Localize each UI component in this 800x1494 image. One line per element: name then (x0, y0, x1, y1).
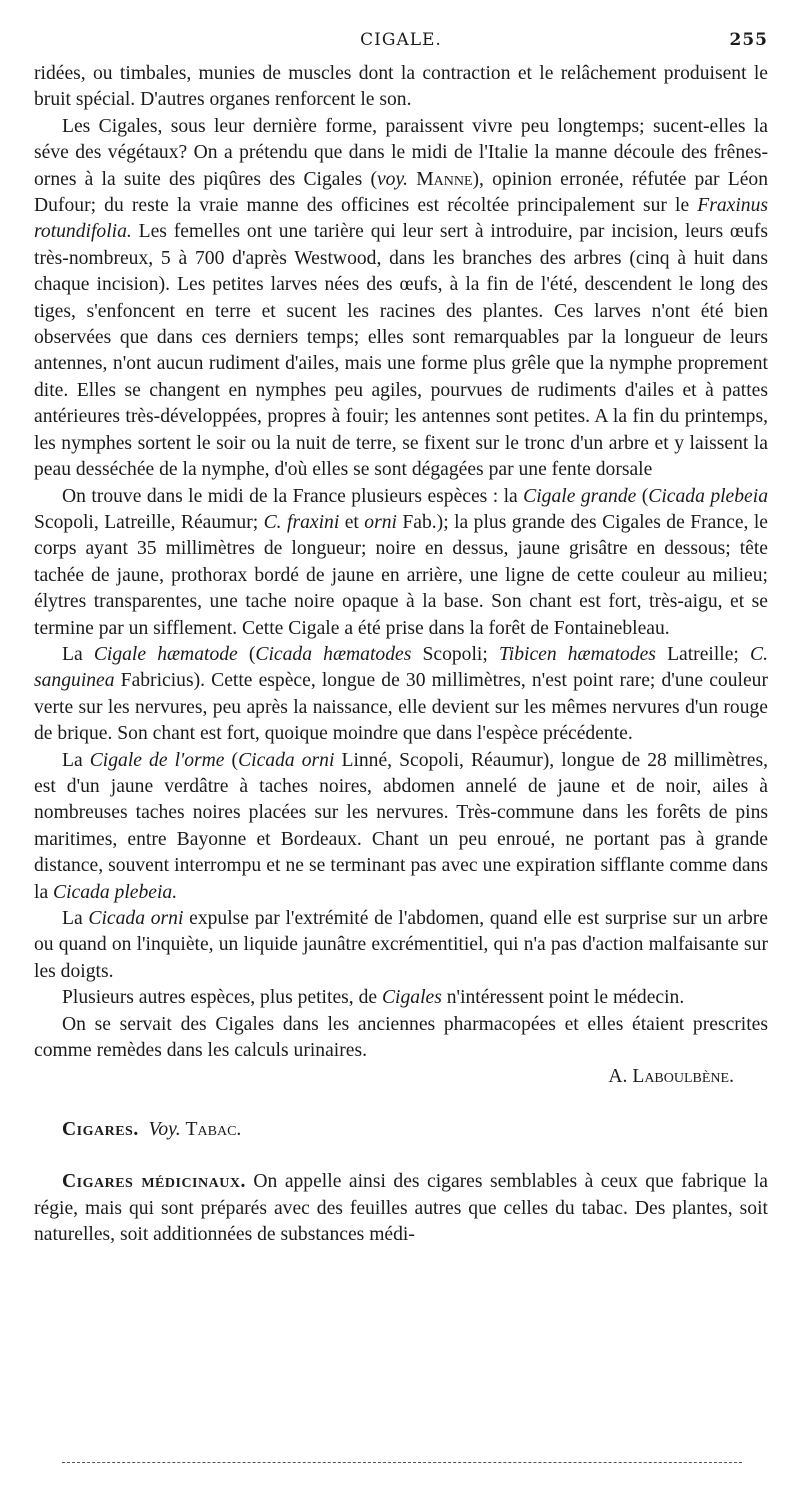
p7-text-a: Plusieurs autres espèces, plus petites, de (62, 987, 382, 1009)
p2-manne-ref: Manne (416, 168, 473, 190)
p5-text-c: Linné, Scopoli, Réaumur), longue de 28 millimètres, est d'un jaune verdâtre à taches noires, abdomen annelé de jaune et de noir, ailes à nombreuses taches noires placées sur les nervures. Très-commune dans les forêts de pins maritimes, entre Bayonne et Bordeaux. Chant un peu enroué, ne portant pas à grande distance, souvent interrompu et ne se terminant pas avec une expiration sifflante comme dans la (34, 749, 768, 903)
p8-text: On se servait des Cigales dans les anciennes pharmacopées et elles étaient prescrites comme remèdes dans les calculs urinaires. (34, 1013, 768, 1062)
signature-row (34, 1064, 768, 1090)
author-signature: A. Laboulbène. (608, 1066, 734, 1088)
p4-text-d: Latreille; (655, 643, 751, 665)
p6-text-a: La (62, 908, 89, 929)
paragraph-1 (34, 61, 768, 114)
p3-fraxini: C. fraxini (263, 511, 340, 533)
p3-text-e: Fab.); la plus grande des Cigales de France, le corps ayant 35 millimètres de longueur; noire en dessus, jaune grisâtre en dessous; tête tachée de jaune, prothorax bordé de jaune en arrière, une ligne de cette couleur au milieu; élytres transparentes, une tache noire opaque à la base. Son chant est fort, très-aigu, et se termine par un sifflement. Cette Cigale a été prise dans la forêt de Fontainebleau. (34, 511, 768, 639)
entry-cigares-medicinaux (34, 1169, 768, 1248)
p4-sanguinea: C. sanguinea (34, 643, 768, 692)
p5-cigale-orme: Cigale de l'orme (89, 749, 225, 771)
p3-orni: orni (364, 511, 397, 533)
p4-text-b: ( (237, 643, 256, 665)
paragraph-8 (34, 1012, 768, 1065)
p4-cicada-haematodes: Cicada hæmatodes (255, 643, 412, 665)
paragraph-7 (34, 985, 768, 1011)
p7-text-b: n'intéressent point le médecin. (441, 987, 685, 1009)
p7-cigales: Cigales (381, 987, 442, 1009)
p4-text-c: Scopoli; (411, 643, 499, 665)
p3-text-a: On trouve dans le midi de la France plusieurs espèces : la (62, 485, 524, 507)
paragraph-3 (34, 484, 768, 642)
p3-text-c: Scopoli, Latreille, Réaumur; (34, 511, 264, 533)
running-title: CIGALE. (360, 30, 442, 50)
p5-text-b: ( (224, 749, 239, 771)
p5-text-a: La (62, 749, 90, 771)
p2-text-a: Les Cigales, sous leur dernière forme, paraissent vivre peu longtemps; sucent-elles la séve des végétaux? On a prétendu que dans le midi de l'Italie la manne découle des frênes-ornes à la suite des piqûres des Cigales ( (34, 115, 768, 190)
p6-cicada-orni: Cicada orni (88, 908, 184, 929)
paragraph-4 (34, 642, 768, 748)
p3-cigale-grande: Cigale grande (523, 485, 637, 507)
paragraph-6 (34, 906, 768, 985)
p2-voy: voy. (376, 168, 408, 190)
p6-text-b: expulse par l'extrémité de l'abdomen, quand elle est surprise sur un arbre ou quand on l'inquiète, un liquide jaunâtre excrémentitiel, qui n'a pas d'action malfaisante sur les doigts. (34, 908, 768, 982)
p2-text-c: Les femelles ont une tarière qui leur sert à introduire, par incision, leurs œufs très-nombreux, 5 à 700 d'après Westwood, dans les branches des arbres (cinq à huit dans chaque incision). Les petites larves nées des œufs, à la fin de l'été, descendent le long des tiges, s'enfoncent en terre et sucent les racines des plantes. Ces larves n'ont été bien observées que dans ces derniers temps; elles sont remarquables par la longueur de leurs antennes, n'ont aucun rudiment d'ailes, mais une forme plus grêle que la nymphe proprement dite. Elles se changent en nymphes peu agiles, pourvues de rudiments d'ailes et à pattes antérieures très-développées, propres à fouir; les antennes sont petites. A la fin du printemps, les nymphes sortent le soir ou la nuit de terre, se fixent sur le tronc d'un arbre et y laissent la peau desséchée de la nymphe, d'où elles se sont dégagées par une fente dorsale (34, 221, 768, 481)
paragraph-1-text: ridées, ou timbales, munies de muscles dont la contraction et le relâchement produisent le bruit spécial. D'autres organes renforcent le son. (34, 63, 768, 111)
p3-plebeia: Cicada plebeia (648, 485, 768, 507)
footer-dashed-rule (62, 1462, 742, 1463)
paragraph-2 (34, 114, 768, 484)
p2-text-b: ), opinion erronée, réfutée par Léon Dufour; du reste la vraie manne des officines est récoltée principalement sur le (34, 168, 769, 217)
cigares-voy: Voy. (148, 1118, 181, 1140)
p5-cicada-plebeia: Cicada plebeia. (53, 881, 178, 903)
paragraph-5 (34, 748, 768, 906)
p2-fraxinus: Fraxinus rotundifolia. (34, 195, 768, 243)
p3-text-b: ( (636, 485, 649, 507)
cigares-medicinaux-text: On appelle ainsi des cigares semblables à ceux que fabrique la régie, mais qui sont préparés avec des feuilles autres que celles du tabac. Des plantes, soit naturelles, soit additionnées de substances médi- (34, 1171, 768, 1246)
headword-cigares-medicinaux: Cigares médicinaux. (62, 1171, 246, 1193)
running-header (34, 30, 768, 54)
page-number: 255 (729, 30, 768, 50)
cigares-ref-tabac: Tabac. (185, 1118, 242, 1140)
article-body (34, 61, 768, 1248)
p4-text-a: La (62, 643, 94, 665)
entry-cigares (34, 1117, 768, 1143)
p4-cigale-haematode: Cigale hæmatode (93, 643, 238, 665)
headword-cigares: Cigares. (62, 1118, 139, 1140)
p3-text-d: et (339, 511, 365, 533)
p4-tibicen: Tibicen hæmatodes (498, 643, 656, 665)
p5-cicada-orni: Cicada orni (238, 749, 335, 771)
p4-text-e: Fabricius). Cette espèce, longue de 30 millimètres, n'est point rare; d'une couleur verte sur les nervures, peu après la naissance, elle devient sur les mêmes nervures d'un rouge de brique. Son chant est fort, quoique moindre que dans l'espèce précédente. (34, 670, 768, 745)
